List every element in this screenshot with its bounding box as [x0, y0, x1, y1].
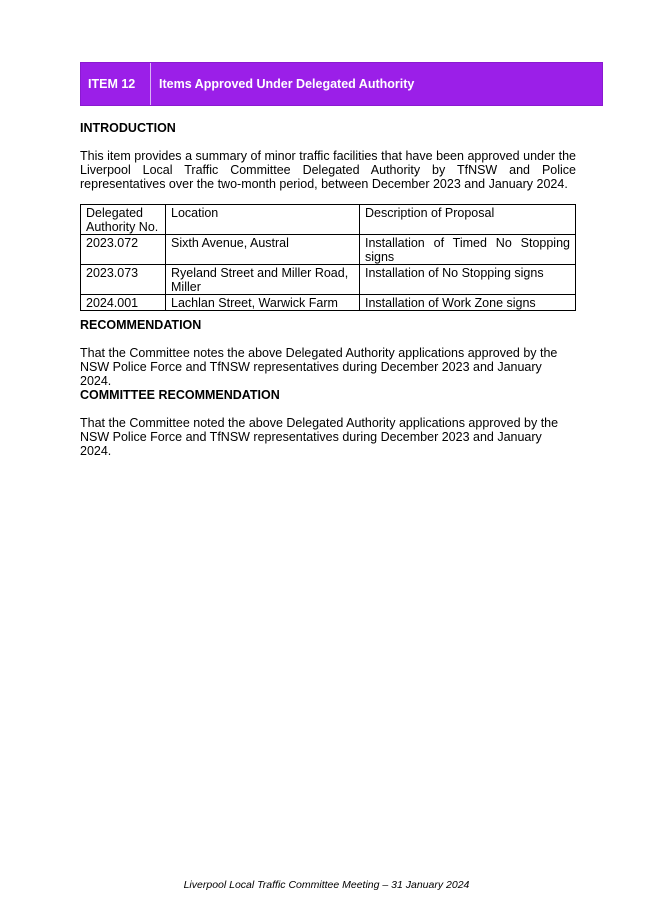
header-description: Description of Proposal [360, 205, 576, 235]
cell-authority-no: 2024.001 [81, 295, 166, 311]
recommendation-text: That the Committee notes the above Delegated Authority applications approved by the NSW Police Force and TfNSW representatives during December 2023 and January 2024. [80, 346, 558, 388]
cell-authority-no: 2023.072 [81, 235, 166, 265]
introduction-heading: INTRODUCTION [80, 121, 176, 135]
item-number: ITEM 12 [81, 63, 151, 105]
committee-recommendation-text: That the Committee noted the above Delegated Authority applications approved by the NSW Police Force and TfNSW representatives during December 2023 and January 2024. [80, 416, 559, 458]
table-row [81, 295, 576, 311]
recommendation-heading: RECOMMENDATION [80, 318, 202, 332]
cell-location: Lachlan Street, Warwick Farm [166, 295, 360, 311]
cell-description: Installation of Timed No Stopping signs [360, 235, 576, 265]
cell-description: Installation of Work Zone signs [360, 295, 576, 311]
committee-recommendation-heading: COMMITTEE RECOMMENDATION [80, 388, 280, 402]
table-row [81, 235, 576, 265]
cell-location: Sixth Avenue, Austral [166, 235, 360, 265]
table-header-row [81, 205, 576, 235]
item-title: Items Approved Under Delegated Authority [159, 77, 415, 91]
page-footer: Liverpool Local Traffic Committee Meeting – 31 January 2024 [183, 879, 470, 891]
item-banner [80, 62, 603, 106]
table-row [81, 265, 576, 295]
header-authority-no: Delegated Authority No. [81, 205, 166, 235]
cell-description: Installation of No Stopping signs [360, 265, 576, 295]
cell-location: Ryeland Street and Miller Road, Miller [166, 265, 360, 295]
introduction-text: This item provides a summary of minor traffic facilities that have been approved under the Liverpool Local Traffic Committee Delegated Authority by TfNSW and Police representatives over the two-month period, between December 2023 and January 2024. [80, 149, 576, 191]
header-location: Location [166, 205, 360, 235]
delegated-authority-table [80, 204, 576, 311]
cell-authority-no: 2023.073 [81, 265, 166, 295]
